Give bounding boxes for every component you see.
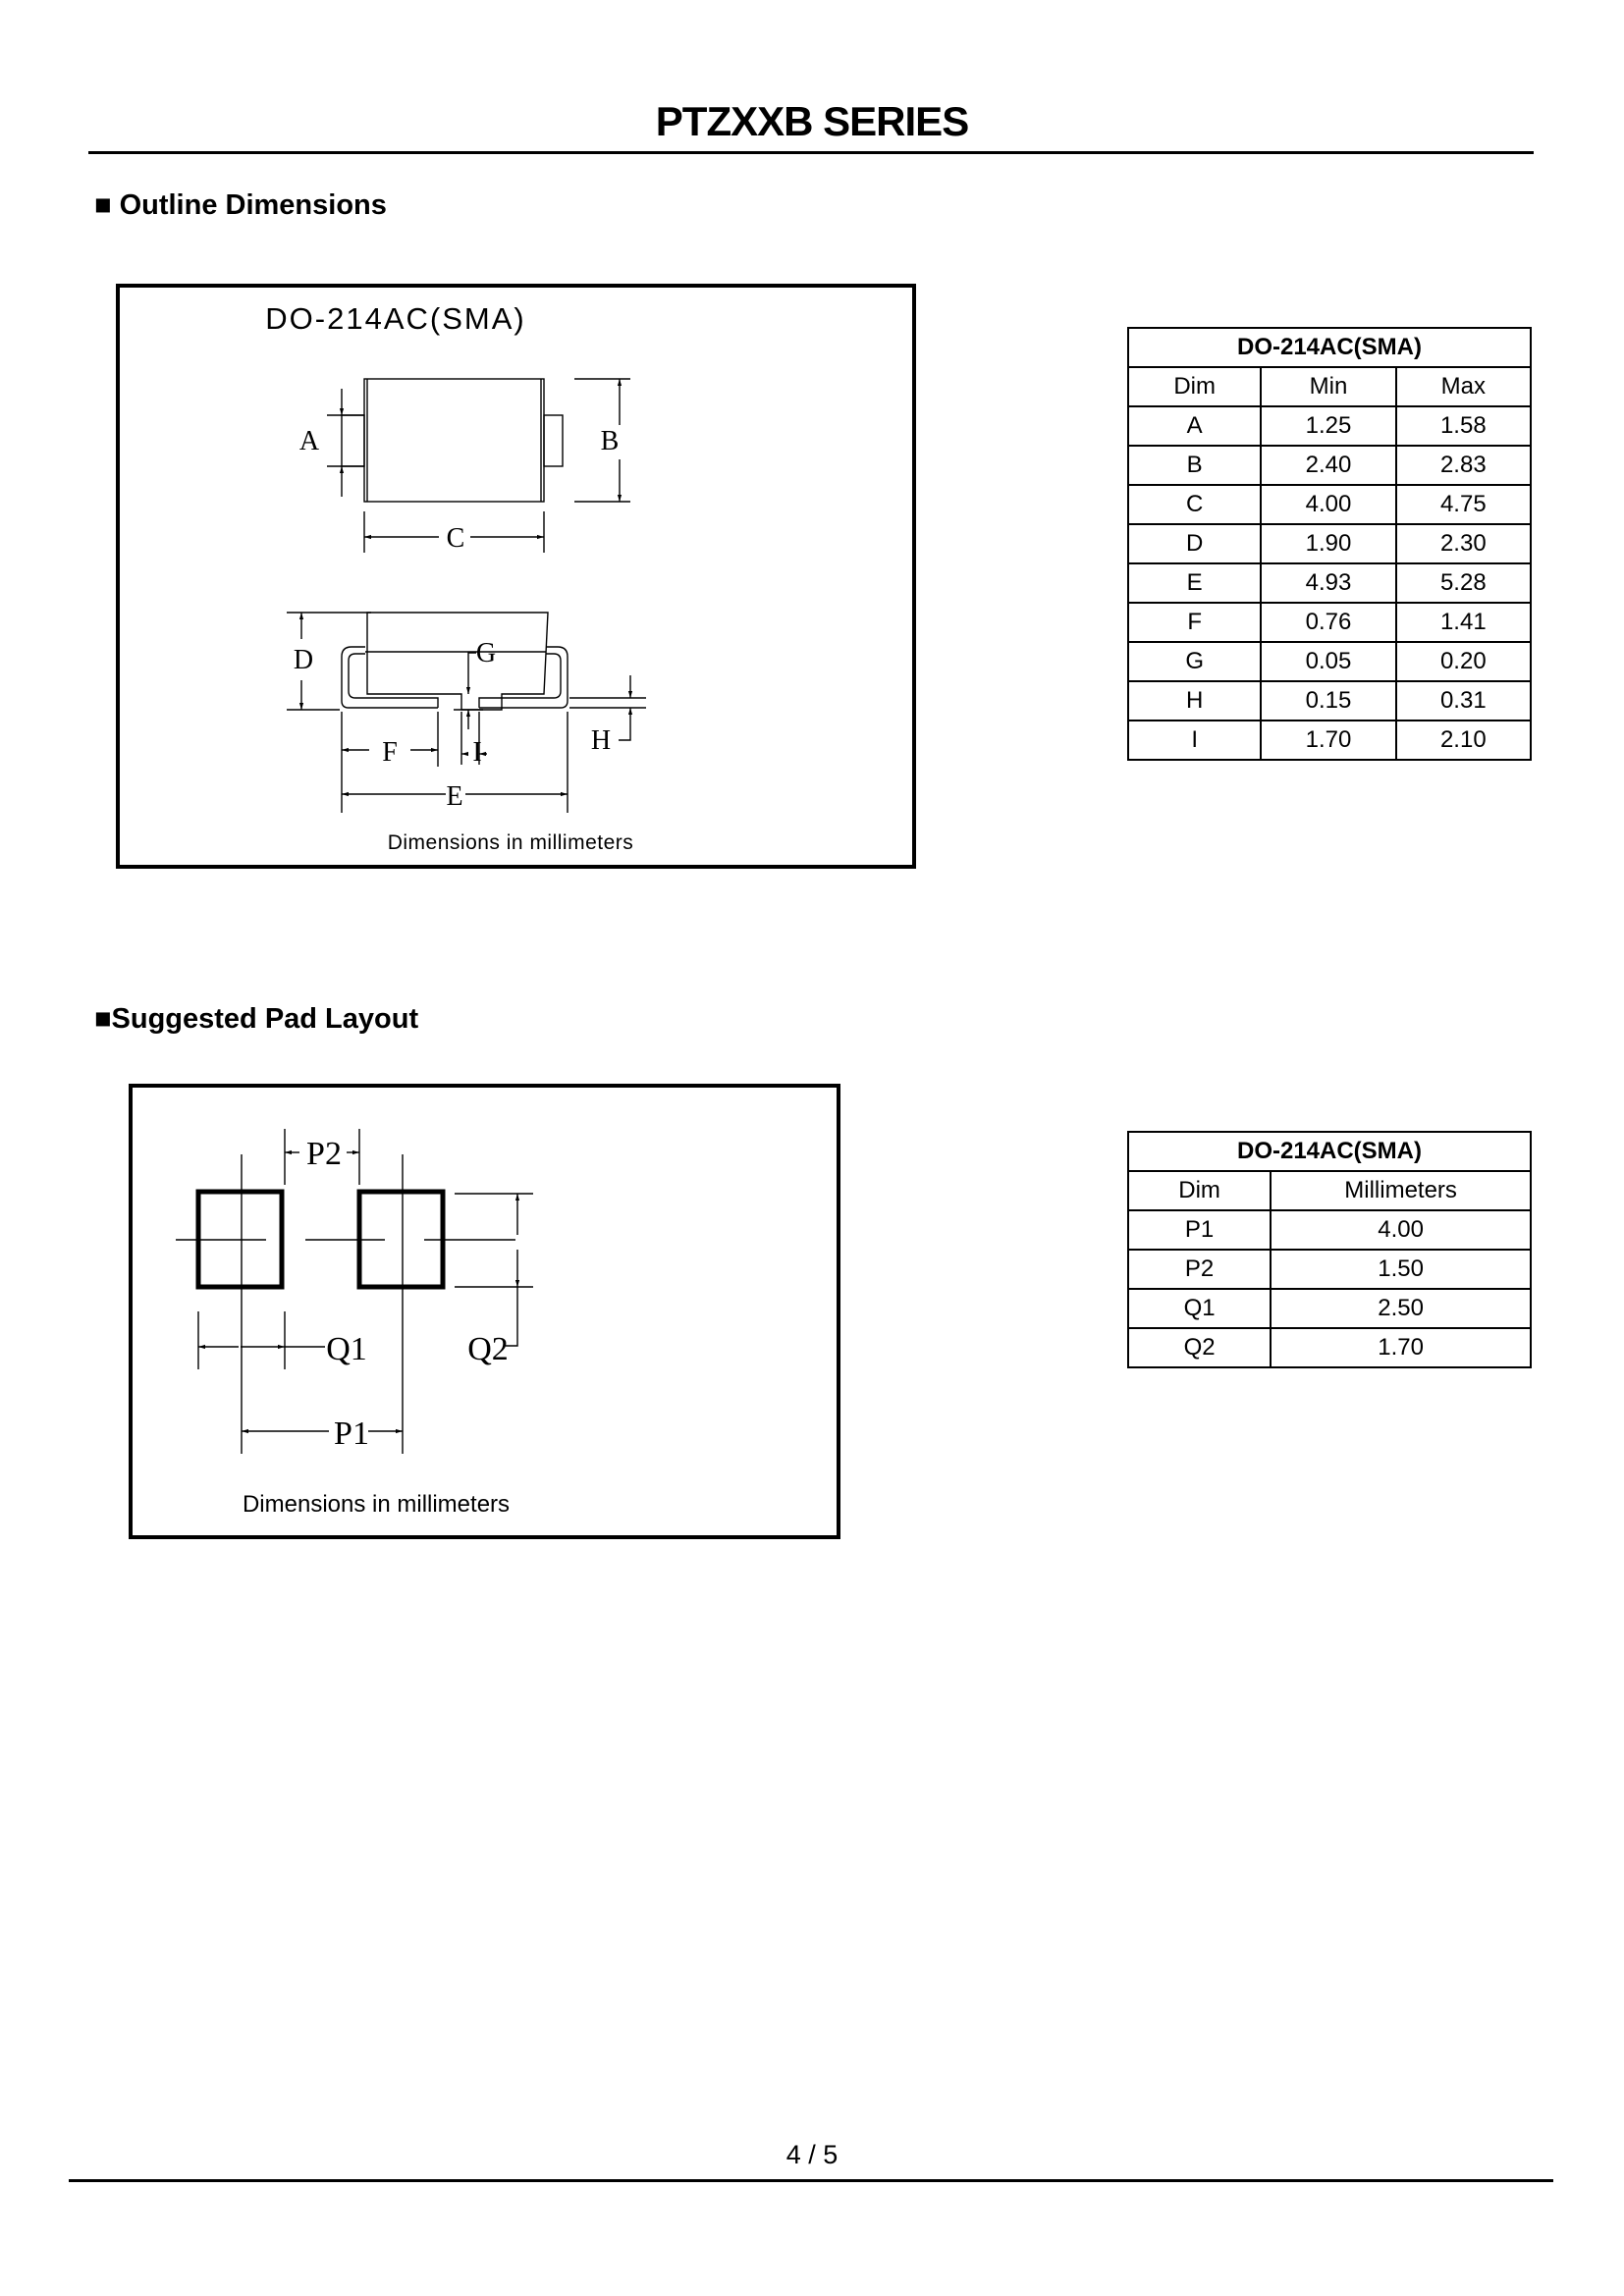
table-row [1128,485,1531,524]
max-cell: 0.20 [1396,642,1531,681]
min-cell: 4.93 [1261,563,1395,603]
column-header: Max [1396,367,1531,406]
table-row [1128,721,1531,760]
outline-dimensions-table [1127,327,1532,761]
dim-cell: G [1128,642,1261,681]
dim-cell: P2 [1128,1250,1271,1289]
dim-cell: Q2 [1128,1328,1271,1367]
package-label: DO-214AC(SMA) [265,301,526,336]
dim-cell: H [1128,681,1261,721]
dim-label-q1: Q1 [326,1331,367,1367]
dim-cell: P1 [1128,1210,1271,1250]
section-heading-pad-layout: ■Suggested Pad Layout [94,1003,419,1035]
min-cell: 0.05 [1261,642,1395,681]
page-number: 4 / 5 [785,2140,839,2169]
dim-cell: E [1128,563,1261,603]
table-row [1128,563,1531,603]
min-cell: 0.76 [1261,603,1395,642]
footer-divider [69,2179,1553,2182]
column-header: Dim [1128,367,1261,406]
dim-label-q2: Q2 [467,1331,509,1367]
table-caption: DO-214AC(SMA) [1128,1132,1531,1171]
min-cell: 0.15 [1261,681,1395,721]
min-cell: 1.70 [1261,721,1395,760]
table-row [1128,406,1531,446]
table-row [1128,1289,1531,1328]
table-row [1128,642,1531,681]
table-header-row [1128,367,1531,406]
dim-cell: B [1128,446,1261,485]
min-cell: 1.90 [1261,524,1395,563]
max-cell: 1.58 [1396,406,1531,446]
table-header-row [1128,1171,1531,1210]
max-cell: 2.10 [1396,721,1531,760]
table-caption: DO-214AC(SMA) [1128,328,1531,367]
max-cell: 2.83 [1396,446,1531,485]
drawing-caption: Dimensions in millimeters [387,831,634,854]
table-row [1128,1250,1531,1289]
dim-label-p2: P2 [306,1136,342,1172]
dim-cell: A [1128,406,1261,446]
dim-label-d: D [293,645,314,675]
drawing-caption: Dimensions in millimeters [242,1491,511,1518]
min-cell: 1.25 [1261,406,1395,446]
dim-cell: I [1128,721,1261,760]
min-cell: 2.40 [1261,446,1395,485]
max-cell: 1.41 [1396,603,1531,642]
column-header: Min [1261,367,1395,406]
pad-layout-table [1127,1131,1532,1368]
dim-label-c: C [446,523,465,554]
table-row [1128,603,1531,642]
column-header: Millimeters [1271,1171,1531,1210]
min-cell: 4.00 [1261,485,1395,524]
value-cell: 1.70 [1271,1328,1531,1367]
column-header: Dim [1128,1171,1271,1210]
table-row [1128,524,1531,563]
max-cell: 0.31 [1396,681,1531,721]
dim-label-a: A [298,426,320,456]
package-outline-diagram [120,288,912,865]
max-cell: 4.75 [1396,485,1531,524]
dim-cell: D [1128,524,1261,563]
table-row [1128,1210,1531,1250]
dim-label-b: B [600,426,620,456]
header-divider [88,151,1534,154]
table-row [1128,446,1531,485]
dim-cell: C [1128,485,1261,524]
value-cell: 1.50 [1271,1250,1531,1289]
table-row [1128,681,1531,721]
value-cell: 2.50 [1271,1289,1531,1328]
max-cell: 5.28 [1396,563,1531,603]
dim-cell: Q1 [1128,1289,1271,1328]
dim-label-g: G [475,638,497,668]
page-title: PTZXXB SERIES [655,98,969,144]
table-row [1128,1328,1531,1367]
dim-label-i: I [472,737,482,768]
max-cell: 2.30 [1396,524,1531,563]
outline-dimensions-drawing [116,284,916,869]
section-heading-outline-dimensions: ■ Outline Dimensions [94,189,387,221]
pad-layout-diagram [133,1088,837,1535]
dim-label-p1: P1 [334,1415,369,1452]
value-cell: 4.00 [1271,1210,1531,1250]
dim-cell: F [1128,603,1261,642]
dim-label-f: F [382,737,398,768]
dim-label-h: H [590,725,612,756]
pad-layout-drawing [129,1084,840,1539]
dim-label-e: E [446,781,463,812]
